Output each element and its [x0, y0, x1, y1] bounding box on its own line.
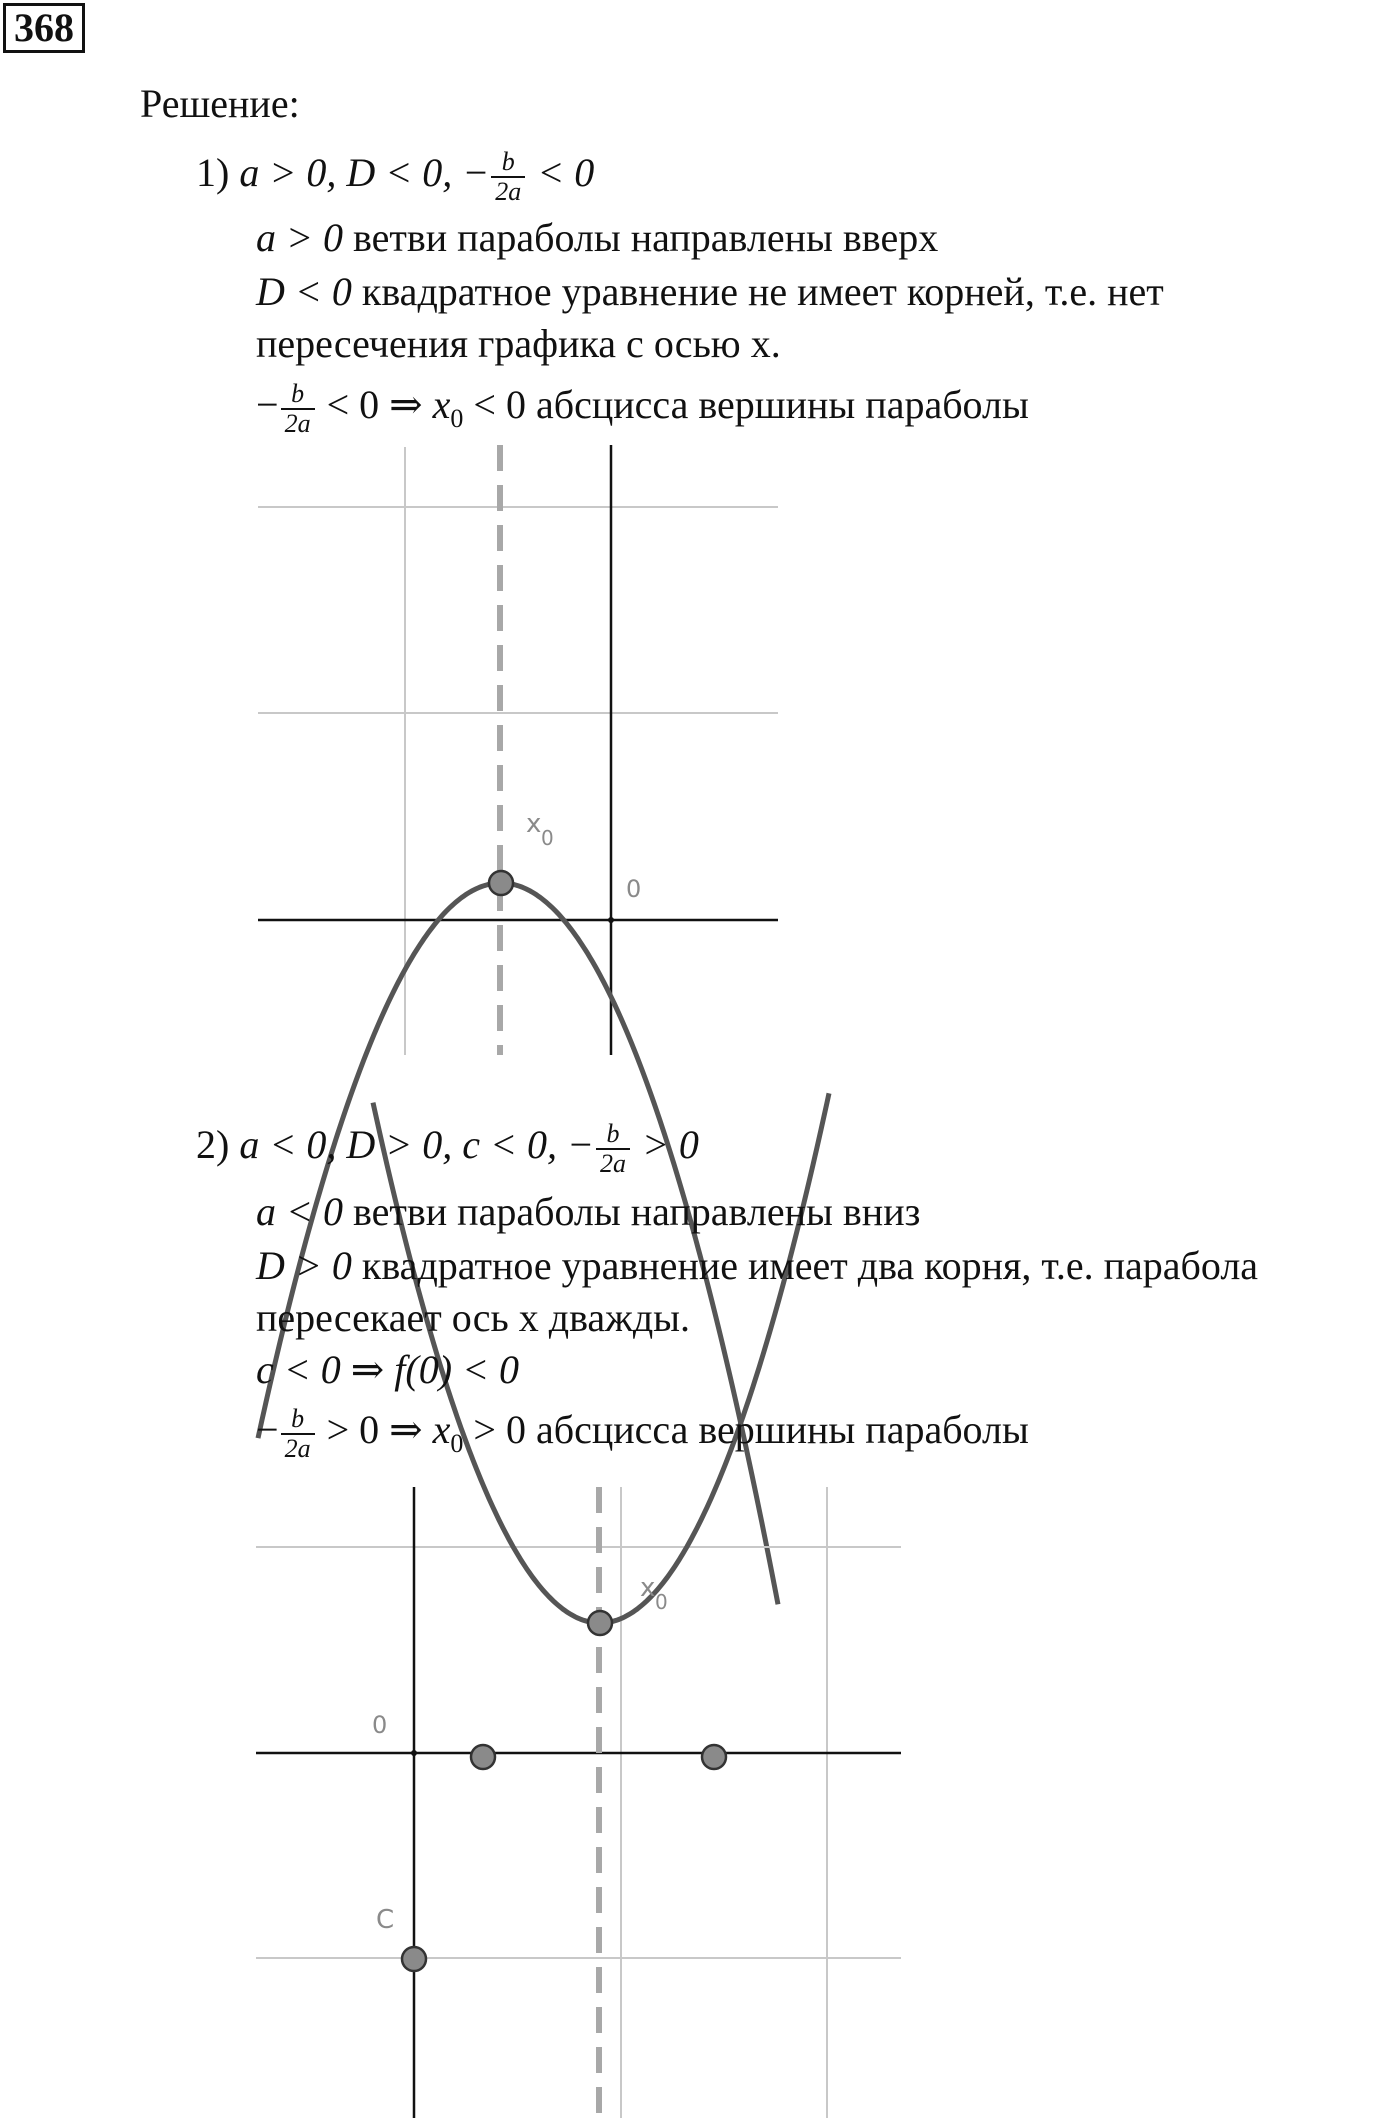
fraction: $\frac{b}{2a}$	[281, 1405, 315, 1463]
origin-point	[411, 1750, 417, 1756]
fraction: $\frac{b}{2a}$	[281, 380, 315, 438]
origin-label: 0	[372, 1711, 388, 1739]
case2-line5: − $\frac{b}{2a}$ > 0 ⇒ $x_0 > 0$ абсцисса вершины параболы	[256, 1404, 1029, 1463]
c-label: C	[376, 1905, 395, 1935]
vertex-point	[489, 871, 513, 895]
c-point	[402, 1947, 426, 1971]
root-point	[702, 1745, 726, 1769]
root-point	[471, 1745, 495, 1769]
vertex-label: x	[526, 809, 542, 839]
origin-point	[608, 917, 614, 923]
case2-line2: D > 0 квадратное уравнение имеет два корня, т.е. парабола	[256, 1243, 1259, 1288]
case1-line1: a > 0 ветви параболы направлены вверх	[256, 215, 939, 260]
fraction: $\frac{b}{2a}$	[491, 148, 525, 206]
solution-heading: Решение:	[140, 81, 300, 126]
case2-conditions: 2) a < 0, D > 0, c < 0, − $\frac{b}{2a}$ > 0	[196, 1119, 699, 1178]
case2-line1: a < 0 ветви параболы направлены вниз	[256, 1189, 921, 1234]
case1-line2: D < 0 квадратное уравнение не имеет корней, т.е. нет	[256, 269, 1164, 314]
origin-label: 0	[626, 875, 642, 903]
case1-line4: − $\frac{b}{2a}$ < 0 ⇒ $x_0 < 0$ абсцисса вершины параболы	[256, 379, 1029, 438]
fraction: $\frac{b}{2a}$	[596, 1120, 630, 1178]
vertex-point	[588, 1611, 612, 1635]
task-number: 368	[3, 3, 85, 53]
case2-line3: пересекает ось x дважды.	[256, 1295, 691, 1340]
vertex-label-sub: 0	[541, 826, 554, 850]
vertex-label: x	[640, 1573, 656, 1603]
case1-conditions: 1) a > 0, D < 0, − $\frac{b}{2a}$ < 0	[196, 147, 595, 206]
vertex-label-sub: 0	[655, 1590, 668, 1614]
case2-line4: c < 0 ⇒ f(0) < 0	[256, 1347, 520, 1392]
case1-line3: пересечения графика с осью x.	[256, 321, 781, 366]
